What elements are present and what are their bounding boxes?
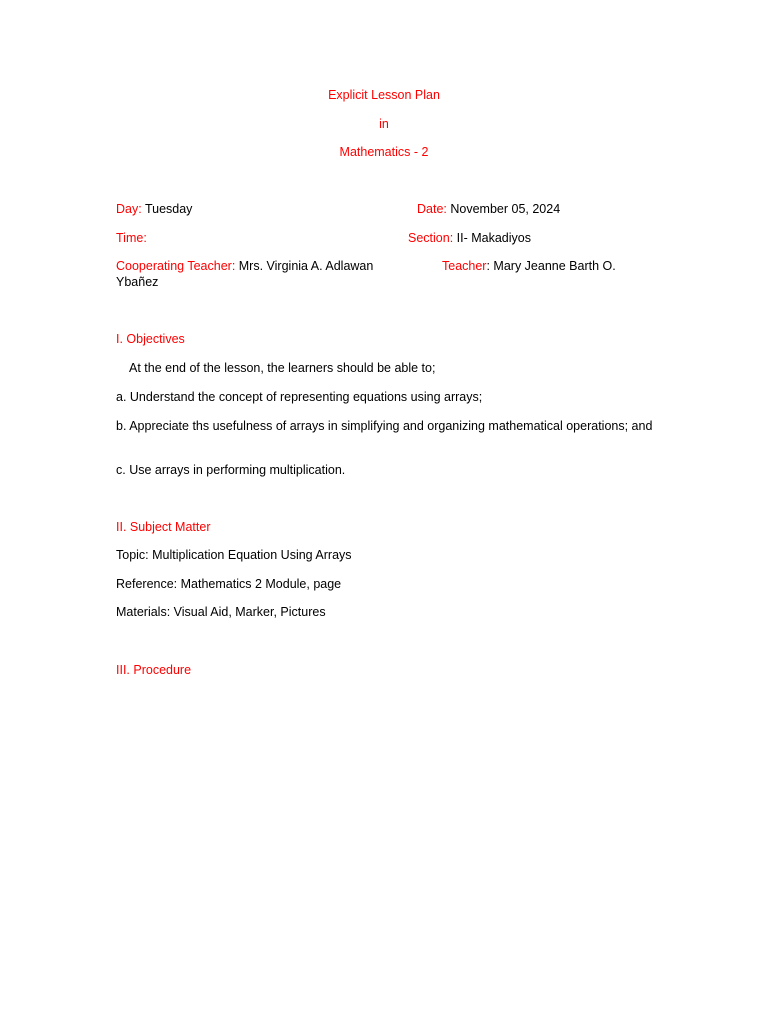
cooperating-teacher-value: Mrs. Virginia A. Adlawan — [235, 259, 374, 273]
cooperating-teacher-label: Cooperating Teacher: — [116, 259, 236, 273]
date-value: November 05, 2024 — [446, 202, 561, 216]
time-label: Time: — [116, 231, 147, 245]
section-label: Section: — [408, 231, 454, 245]
document-title-in: in — [379, 117, 389, 131]
date-label: Date: — [417, 202, 447, 216]
teacher-field — [442, 259, 616, 273]
teacher-label: Teacher — [442, 259, 487, 273]
procedure-heading: III. Procedure — [116, 663, 192, 677]
day-field — [116, 202, 192, 216]
document-subject-title: Mathematics - 2 — [339, 145, 429, 159]
objectives-intro: At the end of the lesson, the learners should be able to; — [129, 361, 436, 375]
topic-line: Topic: Multiplication Equation Using Arrays — [116, 548, 352, 562]
reference-line: Reference: Mathematics 2 Module, page — [116, 577, 342, 591]
day-label: Day: — [116, 202, 142, 216]
materials-line: Materials: Visual Aid, Marker, Pictures — [116, 605, 326, 619]
teacher-value-continued: Ybañez — [116, 275, 159, 289]
day-value: Tuesday — [141, 202, 193, 216]
teacher-value: : Mary Jeanne Barth O. — [486, 259, 616, 273]
date-field — [417, 202, 560, 216]
objective-item-a: a. Understand the concept of representing equations using arrays; — [116, 390, 483, 404]
section-value: II- Makadiyos — [453, 231, 531, 245]
document-title: Explicit Lesson Plan — [328, 88, 440, 102]
section-field — [408, 231, 531, 245]
objective-item-b: b. Appreciate ths usefulness of arrays in simplifying and organizing mathematical operations; and — [116, 419, 653, 433]
time-field — [116, 231, 147, 245]
objective-item-c: c. Use arrays in performing multiplication. — [116, 463, 346, 477]
objectives-heading: I. Objectives — [116, 332, 185, 346]
cooperating-teacher-field — [116, 259, 373, 273]
subject-matter-heading: II. Subject Matter — [116, 520, 211, 534]
